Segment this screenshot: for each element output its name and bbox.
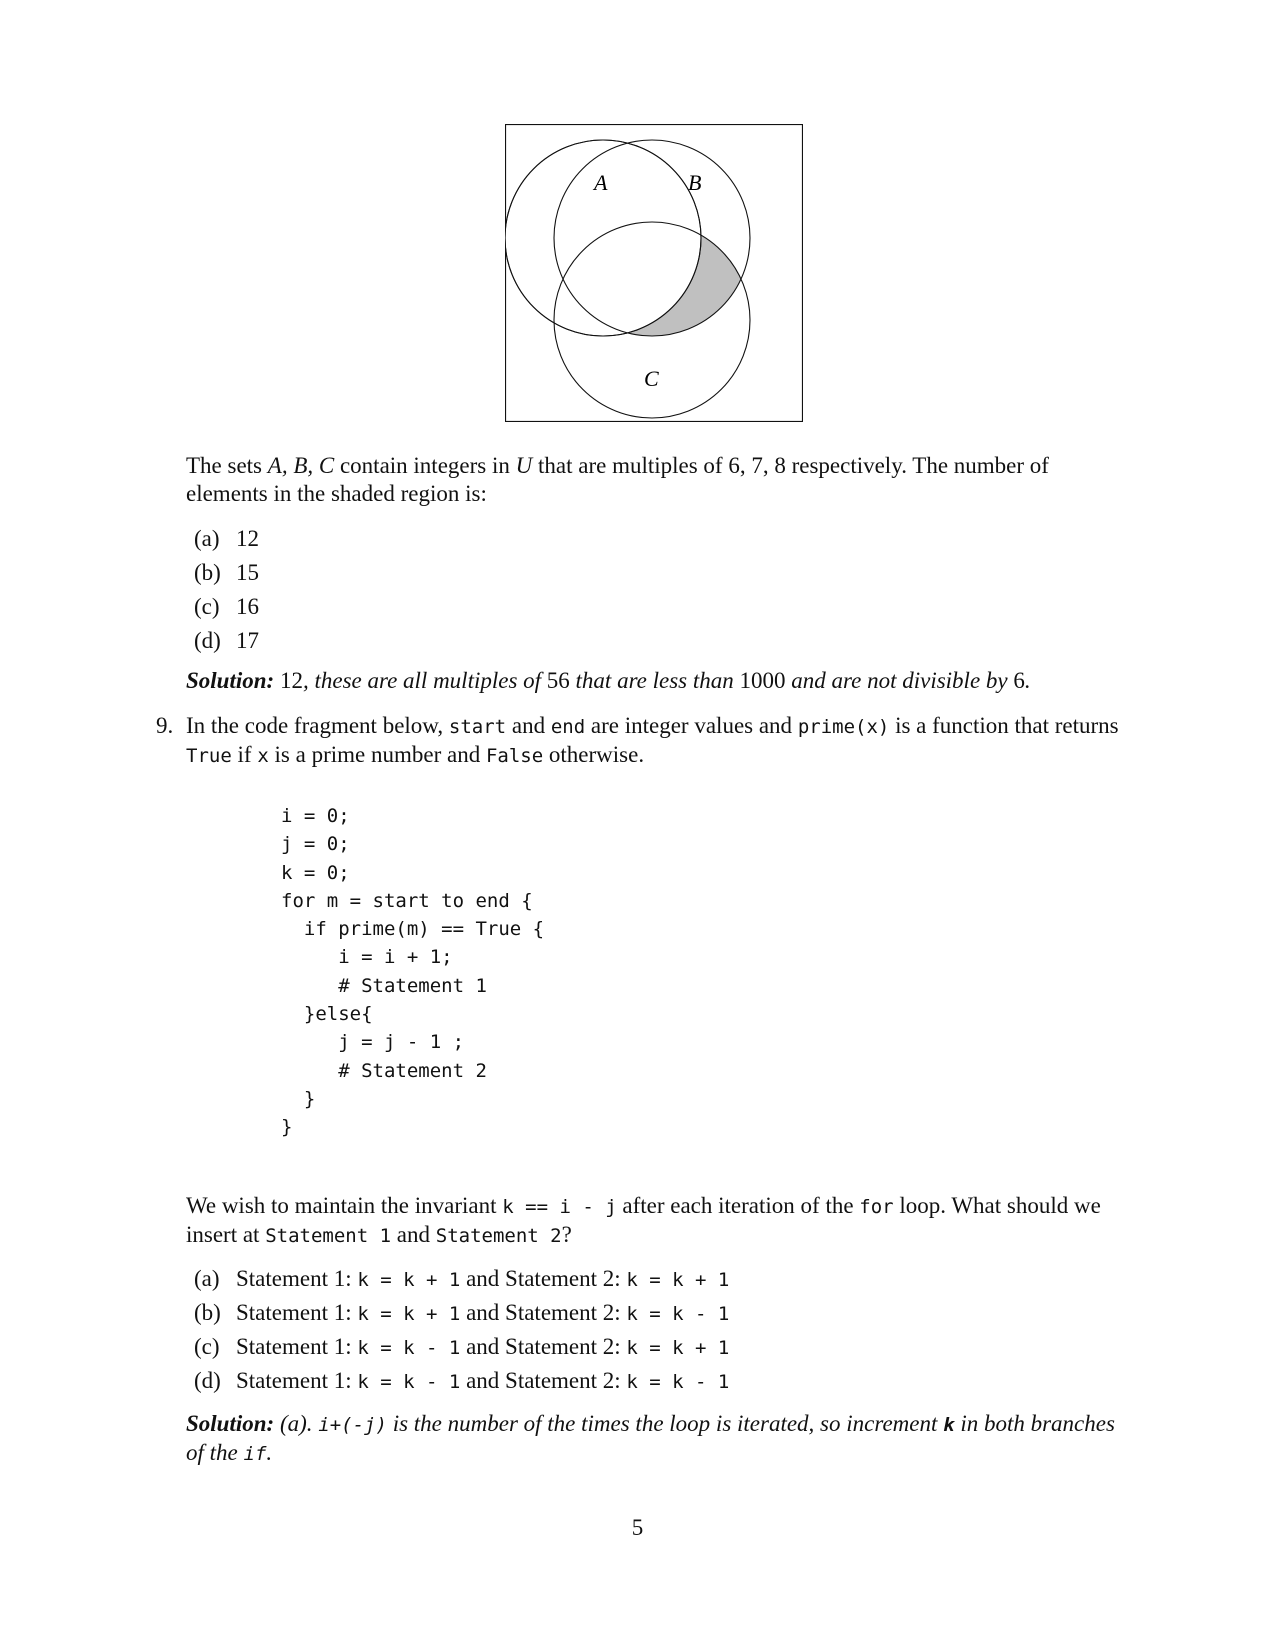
option-text: Statement 1: xyxy=(236,1266,358,1291)
option-label: (b) xyxy=(194,1300,221,1325)
code-line: i = 0; xyxy=(281,805,350,827)
q-text: ? xyxy=(561,1222,572,1247)
option-value: 15 xyxy=(236,560,259,585)
venn-diagram xyxy=(505,124,803,422)
intro-text: are integer values and xyxy=(585,713,798,738)
option-value: 16 xyxy=(236,594,259,619)
code-line: } xyxy=(281,1116,293,1139)
option-label: (d) xyxy=(194,1368,221,1393)
q8-text-2: contain integers in xyxy=(334,453,516,478)
option-code: k = k - 1 xyxy=(357,1371,461,1393)
option-text: Statement 1: xyxy=(236,1300,358,1325)
intro-text: otherwise. xyxy=(543,742,645,767)
intro-text: is a function that returns xyxy=(889,713,1119,738)
code-line: i = i + 1; xyxy=(281,946,453,969)
sol-text: in both branches of the xyxy=(186,1411,1115,1465)
code-line: # Statement 2 xyxy=(281,1059,487,1082)
q9-solution xyxy=(186,1410,1126,1468)
q8-option-c xyxy=(194,590,259,624)
q8-option-a xyxy=(194,522,259,556)
intro-code: prime(x) xyxy=(797,716,890,738)
q8-options xyxy=(194,522,259,658)
option-code: k = k + 1 xyxy=(357,1303,461,1325)
solution-label: Solution: xyxy=(186,668,275,693)
sol-num: 12 xyxy=(279,668,303,693)
code-line: if prime(m) == True { xyxy=(281,918,545,941)
q8-universe: U xyxy=(515,453,533,478)
q9-option-a xyxy=(194,1262,729,1296)
sol-text: (a). xyxy=(274,1411,319,1436)
q-code: for xyxy=(859,1196,894,1218)
sol-text: is the number of the times the loop is iterated, so increment xyxy=(386,1411,944,1436)
option-text: and Statement 2: xyxy=(460,1300,627,1325)
code-block xyxy=(281,802,544,1142)
sol-text: . xyxy=(266,1440,273,1465)
option-label: (b) xyxy=(194,560,221,585)
intro-text: In the code fragment below, xyxy=(186,713,449,738)
q9-number: 9. xyxy=(156,713,174,738)
q8-text-1: The sets xyxy=(186,453,268,478)
intro-text: is a prime number and xyxy=(268,742,486,767)
option-label: (d) xyxy=(194,628,221,653)
code-line: }else{ xyxy=(281,1003,373,1026)
option-label: (c) xyxy=(194,594,220,619)
label-a: A xyxy=(594,170,608,195)
q8-text-3: that are multiples of 6, 7, 8 respectively. The number of elements in the shaded region is: xyxy=(186,453,1049,506)
option-value: 12 xyxy=(236,526,259,551)
code-line: for m = start to end { xyxy=(281,889,533,912)
intro-code: x xyxy=(257,745,269,767)
sol-text: . xyxy=(1024,668,1031,693)
q8-option-b xyxy=(194,556,259,590)
option-label: (c) xyxy=(194,1334,220,1359)
option-text: Statement 1: xyxy=(236,1334,358,1359)
code-line: k = 0; xyxy=(281,861,350,884)
q9-option-b xyxy=(194,1296,729,1330)
option-text: and Statement 2: xyxy=(460,1266,627,1291)
code-line: } xyxy=(281,1087,316,1110)
option-code: k = k - 1 xyxy=(357,1337,461,1359)
label-c: C xyxy=(644,366,659,391)
sol-code: if xyxy=(243,1443,267,1465)
sol-code: k xyxy=(943,1414,955,1436)
solution-label: Solution: xyxy=(186,1411,275,1436)
sol-text: and are not divisible by xyxy=(785,668,1014,693)
sol-num: 56 xyxy=(546,668,570,693)
option-code: k = k + 1 xyxy=(357,1269,461,1291)
q-text: We wish to maintain the invariant xyxy=(186,1193,503,1218)
label-b: B xyxy=(688,170,702,195)
page-number: 5 xyxy=(631,1515,644,1540)
sol-num: 1000 xyxy=(739,668,786,693)
q-code: k == i - j xyxy=(502,1196,617,1218)
option-code: k = k - 1 xyxy=(626,1303,730,1325)
intro-code: end xyxy=(550,716,586,738)
sol-text: that are less than xyxy=(569,668,740,693)
q-code: Statement 2 xyxy=(435,1225,562,1247)
intro-code: start xyxy=(448,716,507,738)
intro-code: False xyxy=(485,745,544,767)
code-line: # Statement 1 xyxy=(281,974,487,997)
q8-solution xyxy=(186,667,1126,695)
option-code: k = k + 1 xyxy=(626,1337,730,1359)
option-value: 17 xyxy=(236,628,259,653)
code-line: j = 0; xyxy=(281,833,350,856)
q9-option-c xyxy=(194,1330,729,1364)
q-text: after each iteration of the xyxy=(616,1193,860,1218)
q8-sets: A, B, C xyxy=(267,453,335,478)
intro-text: if xyxy=(231,742,258,767)
option-text: and Statement 2: xyxy=(460,1368,627,1393)
q9-option-d xyxy=(194,1364,729,1398)
option-text: and Statement 2: xyxy=(460,1334,627,1359)
q8-question xyxy=(186,452,1126,508)
q-text: loop. What should we insert at xyxy=(186,1193,1101,1247)
q8-option-d xyxy=(194,624,259,658)
sol-text: , these are all multiples of xyxy=(302,668,547,693)
q9-intro xyxy=(186,712,1126,770)
sol-code: i+(-j) xyxy=(318,1414,387,1436)
q-code: Statement 1 xyxy=(265,1225,392,1247)
option-code: k = k - 1 xyxy=(626,1371,730,1393)
option-text: Statement 1: xyxy=(236,1368,358,1393)
intro-code: True xyxy=(186,745,232,767)
q-text: and xyxy=(391,1222,436,1247)
q9-options xyxy=(194,1262,729,1398)
intro-text: and xyxy=(506,713,551,738)
q9-question xyxy=(186,1192,1126,1250)
sol-num: 6 xyxy=(1013,668,1025,693)
option-label: (a) xyxy=(194,526,220,551)
option-code: k = k + 1 xyxy=(626,1269,730,1291)
code-line: j = j - 1 ; xyxy=(281,1031,465,1054)
option-label: (a) xyxy=(194,1266,220,1291)
